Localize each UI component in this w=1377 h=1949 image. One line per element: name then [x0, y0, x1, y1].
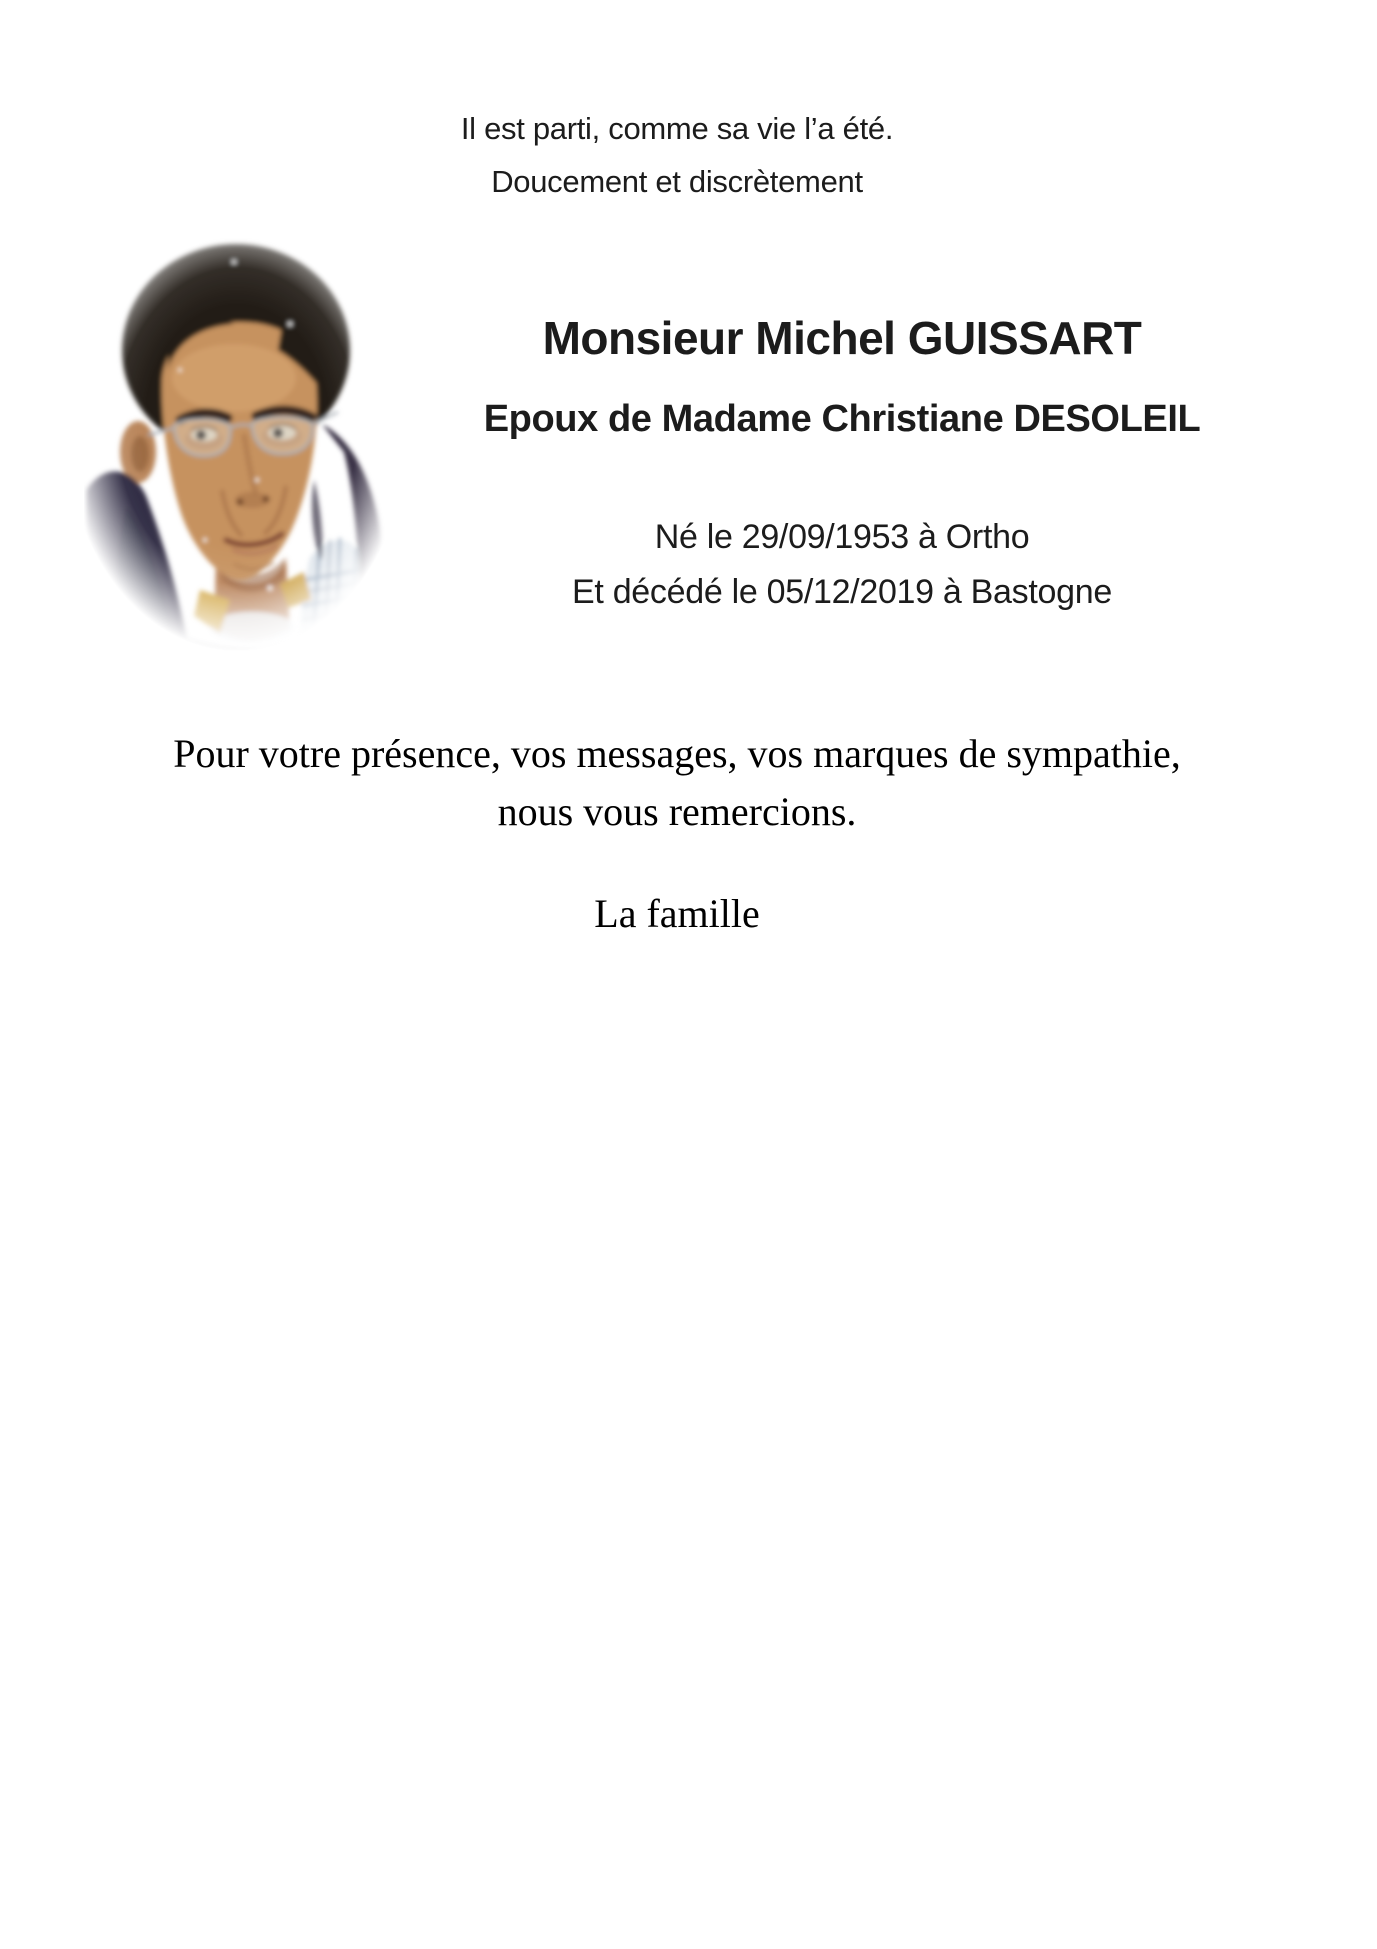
birth-line: Né le 29/09/1953 à Ortho — [654, 518, 1030, 556]
thanks-line-2: nous vous remercions. — [497, 789, 857, 834]
intro-line-1: Il est parti, comme sa vie l’a été. — [460, 111, 894, 146]
family-signature: La famille — [594, 891, 760, 936]
thanks-line-1: Pour votre présence, vos messages, vos marques de sympathie, — [173, 731, 1181, 776]
deceased-name-title: Monsieur Michel GUISSART — [542, 312, 1142, 364]
intro-line-2: Doucement et discrètement — [491, 164, 863, 199]
death-line: Et décédé le 05/12/2019 à Bastogne — [572, 573, 1112, 611]
deceased-spouse-subtitle: Epoux de Madame Christiane DESOLEIL — [483, 398, 1201, 440]
